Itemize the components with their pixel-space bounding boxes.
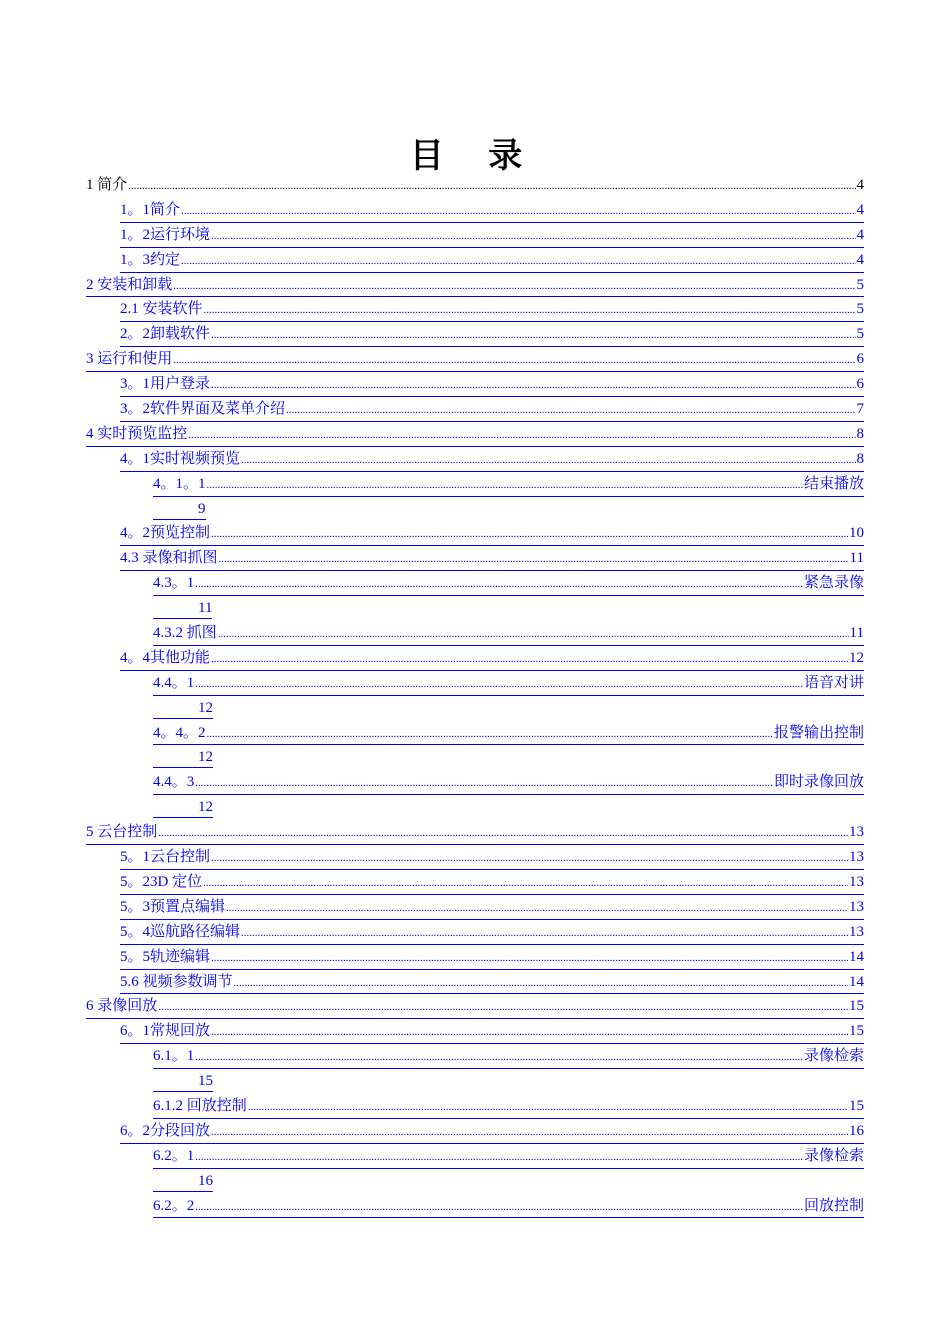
toc-entry <box>86 173 864 198</box>
toc-entry[interactable] <box>86 322 864 347</box>
toc-entry-line <box>120 945 864 970</box>
toc-entry[interactable] <box>86 770 864 795</box>
toc-entry[interactable] <box>86 1044 864 1069</box>
toc-wrapped-page-number[interactable] <box>86 596 864 621</box>
toc-page-number: 13 <box>849 824 864 841</box>
toc-entry-text: 5。3预置点编辑 <box>120 898 226 915</box>
toc-page-number: 4 <box>856 226 864 243</box>
dot-leader <box>158 994 848 1020</box>
toc-entry-text: 4。1实时视频预览 <box>120 450 241 467</box>
toc-entry-text: 6.2。1 <box>153 1147 195 1164</box>
toc-entry-text: 4.3 录像和抓图 <box>120 550 218 567</box>
toc-entry-text: 4。4。2 <box>153 724 206 741</box>
toc-entry-text: 1。1简介 <box>120 201 181 218</box>
dot-leader <box>286 397 855 423</box>
toc-entry[interactable] <box>86 571 864 596</box>
toc-entry[interactable] <box>86 198 864 223</box>
toc-entry-text: 4.4。1 <box>153 674 195 691</box>
dot-leader <box>204 297 856 323</box>
toc-wrapped-page-number[interactable] <box>86 745 864 770</box>
dot-leader <box>211 372 855 398</box>
toc-page-number: 13 <box>849 923 864 940</box>
toc-entry-line <box>120 372 864 397</box>
toc-page-number: 6 <box>856 376 864 393</box>
toc-entry[interactable] <box>86 1094 864 1119</box>
toc-page-number: 4 <box>856 251 864 268</box>
toc-entry-text: 3。1用户登录 <box>120 376 211 393</box>
dot-leader <box>219 546 849 572</box>
toc-entry-line <box>153 571 864 596</box>
toc-page-number: 6 <box>856 351 864 368</box>
toc-entry-line <box>86 422 864 447</box>
toc-page-number: 16 <box>849 1122 864 1139</box>
dot-leader <box>195 1194 803 1220</box>
toc-entry[interactable] <box>86 248 864 273</box>
toc-entry-line <box>86 173 864 198</box>
toc-page-number: 7 <box>856 401 864 418</box>
toc-entry[interactable] <box>86 1119 864 1144</box>
toc-entry-line <box>153 671 864 696</box>
toc-entry-text: 2 安装和卸载 <box>86 276 173 293</box>
toc-entry-text: 2。2卸载软件 <box>120 326 211 343</box>
toc-entry-text: 4。1。1 <box>153 475 206 492</box>
dot-leader <box>211 521 848 547</box>
toc-entry-text: 1。2运行环境 <box>120 226 211 243</box>
toc-page-number: 8 <box>856 450 864 467</box>
dot-leader <box>211 646 848 672</box>
toc-entry-text: 4 实时预览监控 <box>86 425 188 442</box>
toc-page-number: 14 <box>849 973 864 990</box>
dot-leader <box>158 820 848 846</box>
toc-entry[interactable] <box>86 646 864 671</box>
toc-page-number: 12 <box>153 747 213 768</box>
toc-entry-tail: 结束播放 <box>803 475 864 492</box>
toc-entry-line <box>120 1119 864 1144</box>
dot-leader <box>211 223 855 249</box>
toc-entry-text: 4.3.2 抓图 <box>153 625 217 642</box>
toc-entry[interactable] <box>86 994 864 1019</box>
toc-entry-line <box>153 621 864 646</box>
dot-leader <box>241 920 848 946</box>
dot-leader <box>207 721 773 747</box>
toc-entry-text: 5。1云台控制 <box>120 849 211 866</box>
toc-page-number: 15 <box>849 1023 864 1040</box>
dot-leader <box>195 671 803 697</box>
toc-entry-line <box>120 521 864 546</box>
toc-entry-line <box>120 920 864 945</box>
toc-entry-line <box>153 472 864 497</box>
toc-wrapped-page-number[interactable] <box>86 1069 864 1094</box>
toc-entry-line <box>120 322 864 347</box>
toc-wrapped-page-number[interactable] <box>86 1169 864 1194</box>
dot-leader <box>226 895 848 921</box>
toc-entry[interactable] <box>86 397 864 422</box>
toc-wrapped-page-number[interactable] <box>86 497 864 522</box>
toc-entry-line <box>153 1094 864 1119</box>
toc-entry[interactable] <box>86 372 864 397</box>
toc-entry[interactable] <box>86 1194 864 1219</box>
toc-entry-line <box>120 1019 864 1044</box>
dot-leader <box>211 1119 848 1145</box>
toc-entry[interactable] <box>86 422 864 447</box>
toc-entry-line <box>120 970 864 995</box>
toc-entry-text: 5。4巡航路径编辑 <box>120 923 241 940</box>
dot-leader <box>188 422 855 448</box>
dot-leader <box>181 248 855 274</box>
toc-page-number: 11 <box>849 550 864 567</box>
toc-entry-text: 5 云台控制 <box>86 824 158 841</box>
toc-entry[interactable] <box>86 621 864 646</box>
toc-entry-text: 2.1 安装软件 <box>120 301 203 318</box>
toc-wrapped-page-number[interactable] <box>86 696 864 721</box>
toc-entry-line <box>120 845 864 870</box>
toc-entry-tail: 语音对讲 <box>803 674 864 691</box>
toc-page-number: 13 <box>849 898 864 915</box>
toc-entry[interactable] <box>86 671 864 696</box>
dot-leader <box>234 970 848 996</box>
toc-entry-text: 6.1。1 <box>153 1048 195 1065</box>
toc-entry-line <box>153 1144 864 1169</box>
toc-entry[interactable] <box>86 845 864 870</box>
toc-entry[interactable] <box>86 223 864 248</box>
dot-leader <box>207 472 803 498</box>
toc-page-number: 12 <box>153 797 213 818</box>
dot-leader <box>173 347 855 373</box>
toc-wrapped-page-number[interactable] <box>86 795 864 820</box>
toc-entry[interactable] <box>86 870 864 895</box>
toc-entry[interactable] <box>86 1144 864 1169</box>
toc-entry-line <box>120 447 864 472</box>
toc-entry-tail: 紧急录像 <box>803 575 864 592</box>
toc-page-number: 15 <box>849 1097 864 1114</box>
toc-entry[interactable] <box>86 820 864 845</box>
toc-entry-line <box>86 994 864 1019</box>
toc-entry[interactable] <box>86 472 864 497</box>
dot-leader <box>218 621 849 647</box>
toc-entry[interactable] <box>86 521 864 546</box>
toc-entry-text: 1。3约定 <box>120 251 181 268</box>
dot-leader <box>203 870 848 896</box>
toc-entry[interactable] <box>86 447 864 472</box>
toc-entry-text: 6 录像回放 <box>86 998 158 1015</box>
toc-entry[interactable] <box>86 970 864 995</box>
toc-entry-tail: 即时录像回放 <box>773 774 864 791</box>
toc-page-number: 5 <box>856 301 864 318</box>
toc-entry-text: 5.6 视频参数调节 <box>120 973 233 990</box>
toc-entry[interactable] <box>86 546 864 571</box>
toc-entry-text: 6.1.2 回放控制 <box>153 1097 247 1114</box>
toc-entry-tail: 回放控制 <box>803 1197 864 1214</box>
toc-entry[interactable] <box>86 347 864 372</box>
dot-leader <box>195 770 773 796</box>
toc-entry-line <box>120 397 864 422</box>
toc-entry-line <box>153 721 864 746</box>
toc-entry-line <box>120 297 864 322</box>
toc-entry[interactable] <box>86 945 864 970</box>
toc-entry-text: 3。2软件界面及菜单介绍 <box>120 401 286 418</box>
toc-entry-text: 5。23D 定位 <box>120 873 203 890</box>
toc-page-number: 10 <box>849 525 864 542</box>
toc-page-number: 16 <box>153 1171 213 1192</box>
toc-entry-line <box>120 895 864 920</box>
toc-entry[interactable] <box>86 297 864 322</box>
dot-leader <box>195 1144 803 1170</box>
dot-leader <box>211 1019 848 1045</box>
table-of-contents <box>86 173 864 1218</box>
toc-page-number: 5 <box>856 326 864 343</box>
page-title: 目 录 <box>409 138 541 175</box>
dot-leader <box>128 173 855 199</box>
toc-page-number: 5 <box>856 276 864 293</box>
toc-entry[interactable] <box>86 920 864 945</box>
toc-entry-line <box>86 273 864 298</box>
toc-entry-line <box>120 646 864 671</box>
toc-page-number: 14 <box>849 948 864 965</box>
toc-page-number: 4 <box>856 201 864 218</box>
toc-entry[interactable] <box>86 1019 864 1044</box>
toc-entry[interactable] <box>86 895 864 920</box>
toc-page-number: 4 <box>856 177 864 193</box>
toc-entry-line <box>86 820 864 845</box>
toc-page-number: 15 <box>849 998 864 1015</box>
toc-page-number: 11 <box>153 598 212 619</box>
toc-entry-line <box>120 223 864 248</box>
toc-entry-text: 4。4其他功能 <box>120 649 211 666</box>
toc-entry-text: 4.4。3 <box>153 774 195 791</box>
toc-page-number: 13 <box>849 849 864 866</box>
toc-page-number: 11 <box>849 625 864 642</box>
toc-entry-text: 5。5轨迹编辑 <box>120 948 211 965</box>
toc-entry[interactable] <box>86 721 864 746</box>
toc-entry-line <box>153 770 864 795</box>
dot-leader <box>211 845 848 871</box>
toc-entry-line <box>120 198 864 223</box>
toc-entry-text: 4.3。1 <box>153 575 195 592</box>
toc-entry-line <box>153 1044 864 1069</box>
toc-entry-line <box>120 870 864 895</box>
toc-entry[interactable] <box>86 273 864 298</box>
toc-page-number: 13 <box>849 873 864 890</box>
toc-page-number: 12 <box>849 649 864 666</box>
toc-entry-text: 6。2分段回放 <box>120 1122 211 1139</box>
dot-leader <box>181 198 855 224</box>
toc-entry-text: 6.2。2 <box>153 1197 195 1214</box>
toc-page-number: 15 <box>153 1071 213 1092</box>
toc-entry-tail: 报警输出控制 <box>773 724 864 741</box>
dot-leader <box>248 1094 848 1120</box>
dot-leader <box>241 447 855 473</box>
toc-entry-text: 4。2预览控制 <box>120 525 211 542</box>
toc-entry-line <box>86 347 864 372</box>
dot-leader <box>211 945 848 971</box>
toc-page-number: 12 <box>153 698 213 719</box>
dot-leader <box>173 273 855 299</box>
dot-leader <box>211 322 855 348</box>
toc-entry-tail: 录像检索 <box>803 1048 864 1065</box>
dot-leader <box>195 571 803 597</box>
toc-entry-text: 1 简介 <box>86 177 128 193</box>
toc-entry-text: 3 运行和使用 <box>86 351 173 368</box>
toc-entry-text: 6。1常规回放 <box>120 1023 211 1040</box>
toc-entry-line <box>120 248 864 273</box>
toc-entry-line <box>153 1194 864 1219</box>
toc-entry-line <box>120 546 864 571</box>
toc-page-number: 9 <box>153 499 206 520</box>
toc-page-number: 8 <box>856 425 864 442</box>
dot-leader <box>195 1044 803 1070</box>
toc-entry-tail: 录像检索 <box>803 1147 864 1164</box>
